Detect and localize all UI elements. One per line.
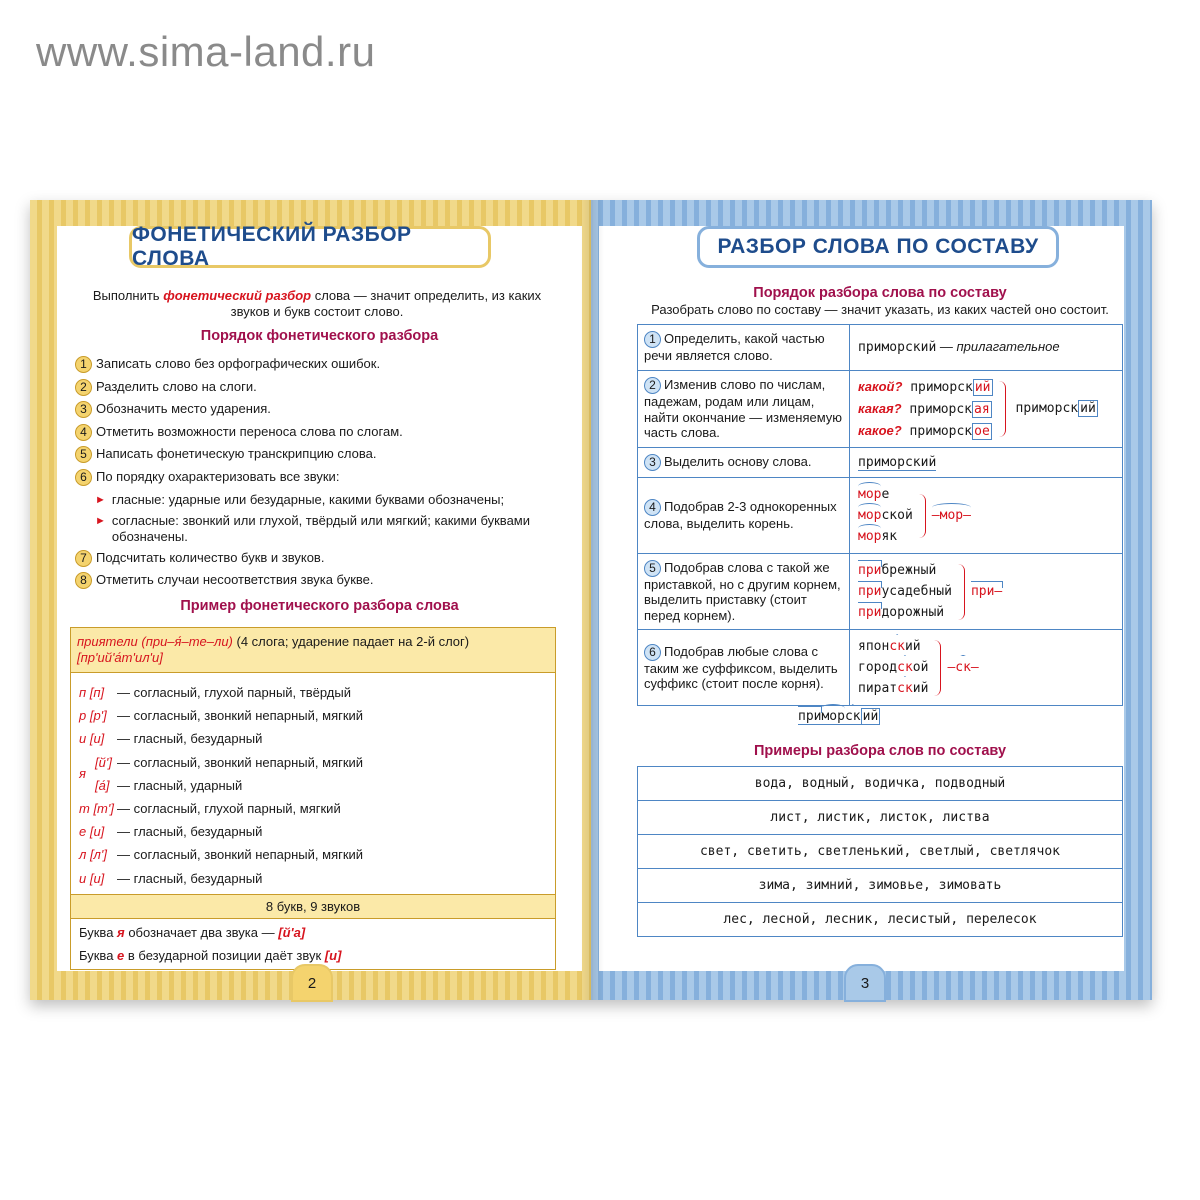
table-row (638, 554, 1123, 630)
table-row: л [л'] — согласный, звонкий непарный, мягкий (79, 847, 364, 863)
step-description: 1 Определить, какой частью речи является слово. (638, 325, 850, 371)
step-description: 3 Выделить основу слова. (638, 448, 850, 478)
example-table (70, 627, 556, 970)
table-row: т [т'] — согласный, глухой парный, мягкий (79, 801, 341, 817)
note: Буква я обозначает два звука — [й'а] (79, 924, 306, 940)
sub-item: ► согласные: звонкий или глухой, твёрдый или мягкий; какими буквами обозначены. (95, 512, 530, 544)
right-page (591, 200, 1152, 1000)
list-item: 8 Отметить случаи несоответствия звука букве. (75, 572, 555, 589)
step-description: 2 Изменив слово по числам, падежам, родам или лицам, найти окончание — изменяемую часть слова. (638, 371, 850, 448)
table-row: п [п] — согласный, глухой парный, твёрдый (79, 685, 351, 700)
curly-brace-icon (919, 494, 926, 538)
examples-heading: Примеры разбора слов по составу (753, 743, 1007, 759)
page-number: 2 (291, 964, 333, 1002)
right-intro: Разобрать слово по составу — значит указать, из каких частей оно состоит. (651, 302, 1109, 317)
table-row: свет, светить, светленький, светлый, светлячок (638, 835, 1123, 869)
letter-sound-count: 8 букв, 9 звуков (71, 894, 555, 919)
list-item: 1 Записать слово без орфографических ошибок. (75, 356, 555, 373)
steps-list (75, 356, 555, 595)
triangle-bullet-icon: ► (95, 514, 106, 527)
table-row: [а́] — гласный, ударный (95, 777, 243, 793)
table-row (638, 325, 1123, 371)
right-page-title: РАЗБОР СЛОВА ПО СОСТАВУ (697, 226, 1059, 268)
book-spine (580, 200, 604, 1000)
step-description: 6 Подобрав любые слова с таким же суффиксом, выделить суффикс (стоит после корня). (638, 630, 850, 706)
note: Буква е в безударной позиции даёт звук [и] (79, 947, 342, 963)
table-row: и [и] — гласный, безударный (79, 731, 263, 747)
table-row (638, 371, 1123, 448)
left-intro: Выполнить фонетический разбор слова — значит определить, из каких звуков и букв состоит слово. (92, 288, 542, 319)
table-row: лист, листик, листок, листва (638, 801, 1123, 835)
curly-brace-icon (934, 640, 941, 696)
sub-item: ► гласные: ударные или безударные, какими буквами обозначены; (95, 491, 505, 507)
table-row (638, 448, 1123, 478)
list-item: 2 Разделить слово на слоги. (75, 379, 555, 396)
table-row (638, 630, 1123, 706)
left-page-title: ФОНЕТИЧЕСКИЙ РАЗБОР СЛОВА (129, 226, 491, 268)
example-rows (71, 673, 555, 894)
table-row: и [и] — гласный, безударный (79, 870, 263, 886)
composition-steps-table (637, 324, 1123, 706)
step-example: приморский (850, 448, 1123, 478)
table-row (638, 478, 1123, 554)
right-page-content (599, 226, 1124, 971)
list-item: 3 Обозначить место ударения. (75, 401, 555, 418)
table-row: лес, лесной, лесник, лесистый, перелесок (638, 903, 1123, 937)
step-example: море морской моряк –мор– (850, 478, 1123, 554)
step-description: 5 Подобрав слова с такой же приставкой, но с другим корнем, выделить приставку (стоит перед корнем). (638, 554, 850, 630)
curly-brace-icon (999, 381, 1006, 437)
composition-order-heading: Порядок разбора слова по составу (753, 285, 1007, 301)
example-header: приятели (при–я́–те–ли) (4 слога; ударение падает на 2-й слог) [пр'ий'а́т'ил'и] (71, 628, 555, 673)
table-row: вода, водный, водичка, подводный (638, 767, 1123, 801)
step-description: 4 Подобрав 2-3 однокоренных слова, выделить корень. (638, 478, 850, 554)
table-row: [й'] — согласный, звонкий непарный, мягкий (95, 754, 364, 770)
ya-group: я [й'] — согласный, звонкий непарный, мягкий [а́] — гласный, ударный (79, 751, 547, 797)
list-item: 5 Написать фонетическую транскрипцию слова. (75, 446, 555, 463)
left-page-content (57, 223, 582, 971)
list-item: 6 По порядку охарактеризовать все звуки: (75, 469, 555, 486)
table-row: р [р'] — согласный, звонкий непарный, мягкий (79, 708, 364, 724)
step-example: какой? приморск ий какая? приморск ая какое? приморск ое приморск ий (850, 371, 1123, 448)
watermark: www.sima-land.ru (36, 28, 376, 75)
list-item: 7 Подсчитать количество букв и звуков. (75, 550, 555, 567)
page-number: 3 (844, 964, 886, 1002)
left-page (30, 200, 591, 1000)
order-heading: Порядок фонетического разбора (200, 328, 439, 344)
example-heading: Пример фонетического разбора слова (180, 598, 459, 614)
triangle-bullet-icon: ► (95, 493, 106, 506)
curly-brace-icon (958, 564, 965, 620)
list-item: 4 Отметить возможности переноса слова по слогам. (75, 424, 555, 441)
table-row: зима, зимний, зимовье, зимовать (638, 869, 1123, 903)
step-example: японский городской пиратский –ск– (850, 630, 1123, 706)
examples-table (637, 766, 1123, 937)
table-row: е [и] — гласный, безударный (79, 824, 263, 840)
sample-word-parsed: приморск ий (798, 709, 879, 724)
open-book (30, 200, 1152, 1000)
step-example: прибрежный приусадебный придорожный при– (850, 554, 1123, 630)
step-example: приморский — прилагательное (850, 325, 1123, 371)
